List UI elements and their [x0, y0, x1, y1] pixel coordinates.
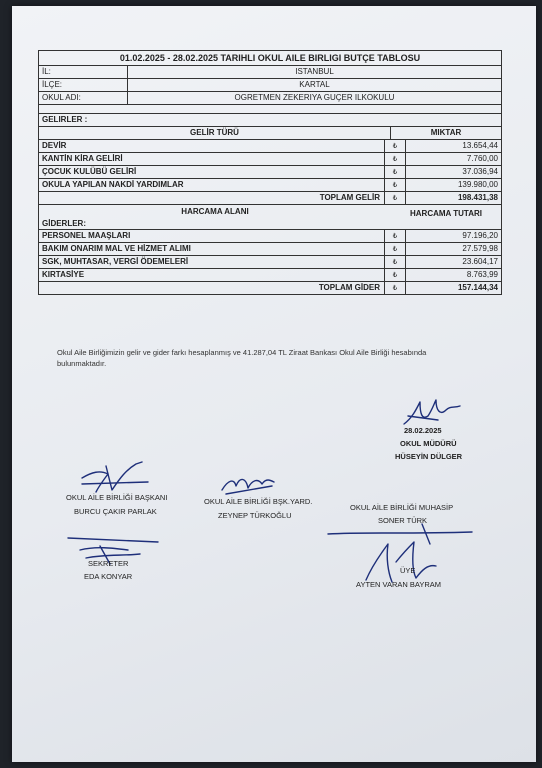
income-row: [39, 179, 501, 192]
income-amount: 13.654,44: [462, 142, 498, 150]
income-name: KANTİN KİRA GELİRİ: [39, 153, 385, 165]
president-signature: [78, 460, 158, 496]
vice-title: OKUL AİLE BİRLİĞİ BŞK.YARD.: [204, 497, 313, 506]
ilce-value: KARTAL: [299, 81, 330, 89]
okul-label: OKUL ADI:: [39, 92, 128, 104]
president-name: BURCU ÇAKIR PARLAK: [74, 507, 157, 516]
expense-amount: 23.604,17: [462, 258, 498, 266]
expense-total-amount: 157.144,34: [457, 284, 498, 292]
income-section-label: GELİRLER :: [42, 116, 88, 124]
income-total-amount: 198.431,38: [457, 194, 498, 202]
expense-total-row: [39, 282, 501, 294]
income-name: DEVİR: [39, 140, 385, 152]
expense-name: BAKIM ONARIM MAL VE HİZMET ALIMI: [39, 243, 385, 255]
expense-header-row: [39, 205, 501, 230]
signature-date: 28.02.2025: [404, 426, 442, 435]
okul-value: ÖĞRETMEN ZEKERİYA GÜÇER İLKOKULU: [234, 94, 395, 102]
spacer-row: [39, 105, 501, 114]
ilce-label: İLÇE:: [39, 79, 128, 91]
income-name: OKULA YAPILAN NAKDİ YARDIMLAR: [39, 179, 385, 191]
expense-col-area: HARCAMA ALANI: [181, 207, 249, 216]
currency-symbol: ₺: [385, 269, 406, 281]
expense-amount: 97.196,20: [462, 232, 498, 240]
il-value: İSTANBUL: [295, 68, 334, 76]
income-row: [39, 166, 501, 179]
currency-symbol: ₺: [385, 243, 406, 255]
ilce-row: [39, 79, 501, 92]
table-title-row: [39, 51, 501, 66]
table-title: 01.02.2025 - 28.02.2025 TARİHLİ OKUL AİLE BİRLİĞİ BÜTÇE TABLOSU: [119, 53, 421, 63]
expense-col-amount: HARCAMA TUTARI: [410, 209, 482, 218]
expense-name: SGK, MUHTASAR, VERGİ ÖDEMELERİ: [39, 256, 385, 268]
expense-amount: 8.763,99: [466, 271, 498, 279]
currency-symbol: ₺: [385, 282, 406, 294]
secretary-name: EDA KONYAR: [84, 572, 133, 581]
expense-section-label: GİDERLER:: [42, 219, 86, 228]
member-name: AYTEN VARAN BAYRAM: [356, 580, 442, 589]
expense-header-left: [39, 205, 391, 229]
expense-row: [39, 269, 501, 282]
okul-row: [39, 92, 501, 105]
income-name: ÇOCUK KULÜBÜ GELİRİ: [39, 166, 385, 178]
currency-symbol: ₺: [385, 153, 406, 165]
income-amount: 139.980,00: [457, 181, 498, 189]
income-total-label: TOPLAM GELİR: [39, 192, 385, 204]
currency-symbol: ₺: [385, 192, 406, 204]
secretary-title: SEKRETER: [88, 559, 129, 568]
income-row: [39, 140, 501, 153]
income-amount: 37.036,94: [462, 168, 498, 176]
income-amount: 7.760,00: [466, 155, 498, 163]
expense-row: [39, 256, 501, 269]
expense-name: KIRTASİYE: [39, 269, 385, 281]
currency-symbol: ₺: [385, 230, 406, 242]
expense-amount: 27.579,98: [462, 245, 498, 253]
president-title: OKUL AİLE BİRLİĞİ BAŞKANI: [66, 493, 168, 502]
accountant-name: SONER TÜRK: [378, 516, 428, 525]
expense-row: [39, 230, 501, 243]
il-label: İL:: [39, 66, 128, 78]
il-row: [39, 66, 501, 79]
budget-table: [38, 50, 502, 295]
income-col-type: GELİR TÜRÜ: [39, 127, 391, 139]
vice-name: ZEYNEP TÜRKOĞLU: [218, 511, 292, 520]
principal-name: HÜSEYİN DÜLGER: [395, 452, 463, 461]
currency-symbol: ₺: [385, 256, 406, 268]
income-section-row: [39, 114, 501, 127]
currency-symbol: ₺: [385, 179, 406, 191]
member-title: ÜYE: [400, 566, 416, 575]
accountant-title: OKUL AİLE BİRLİĞİ MUHASİP: [350, 503, 454, 512]
income-header-row: [39, 127, 501, 140]
vice-signature: [218, 472, 278, 498]
income-col-amount: MİKTAR: [430, 129, 462, 137]
expense-row: [39, 243, 501, 256]
balance-note: Okul Aile Birliğimizin gelir ve gider farkı hesaplanmış ve 41.287,04 TL Ziraat Bankası Okul Aile Birliği hesabında bulunmaktadır.: [57, 348, 427, 368]
expense-name: PERSONEL MAAŞLARI: [39, 230, 385, 242]
principal-title: OKUL MÜDÜRÜ: [400, 439, 457, 448]
currency-symbol: ₺: [385, 140, 406, 152]
income-row: [39, 153, 501, 166]
expense-total-label: TOPLAM GİDER: [39, 282, 385, 294]
currency-symbol: ₺: [385, 166, 406, 178]
income-total-row: [39, 192, 501, 205]
